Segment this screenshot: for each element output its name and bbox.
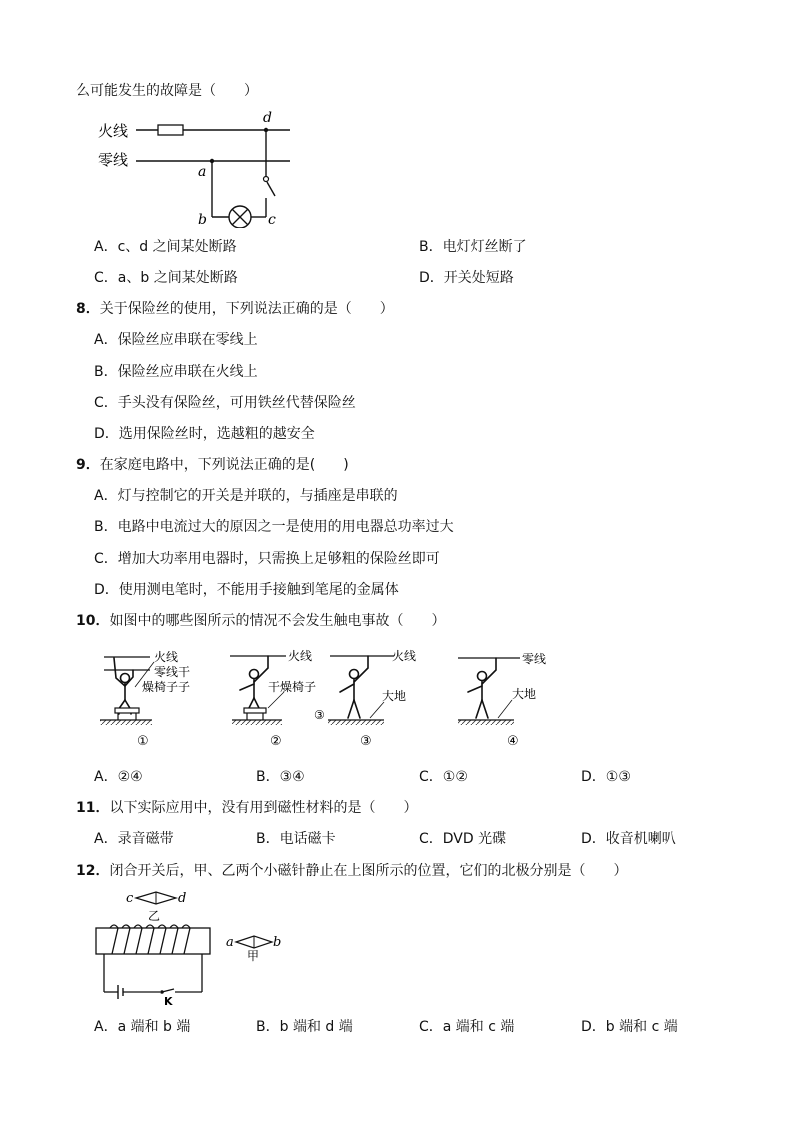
neutral-wire-label: 零线 [98,151,129,169]
fig2-person-icon [240,656,268,710]
fig4-ground [458,720,514,725]
fig3-label-live: 火线 [392,649,417,663]
q9-stem-row [76,456,349,474]
fig1-label-live: 火线 [154,650,179,664]
q10-number: 10． [76,613,110,629]
q10-option-b[interactable]: B．③④ [256,769,305,785]
q12-solenoid-diagram [90,888,290,1006]
fig1-ground [100,720,152,725]
q8-stem-row [76,300,394,318]
fig2-label-chair: 干燥椅子 [268,680,317,694]
fig4-label-ground: 大地 [512,687,537,701]
fuse [158,125,183,135]
fig4-person-icon [468,658,496,718]
q11-stem: 以下实际应用中，没有用到磁性材料的是（ ） [109,800,418,816]
fig3-ground [328,720,384,725]
q9-number: 9． [76,457,100,473]
q11-stem-row [76,799,417,817]
needle-jia-b-label: b [273,935,282,950]
fig2-caption: ② [270,734,282,749]
live-wire-label: 火线 [98,122,129,140]
point-b-label: b [198,212,207,228]
q8-option-b[interactable]: B．保险丝应串联在火线上 [94,364,258,380]
q11-option-c[interactable]: C．DVD 光碟 [419,831,507,847]
q7-option-c[interactable]: C．a、b 之间某处断路 [94,270,238,286]
q10-option-d[interactable]: D．①③ [581,769,631,785]
needle-yi-c-label: c [126,891,134,906]
q9-option-b[interactable]: B．电路中电流过大的原因之一是使用的用电器总功率过大 [94,519,454,535]
q10-stem-row [76,612,445,630]
q12-stem-row [76,862,627,880]
q10-option-c[interactable]: C．①② [419,769,468,785]
needle-jia-a-label: a [226,935,234,950]
fig3-label-ground: 大地 [382,689,407,703]
switch-contact [264,177,269,182]
q10-figures [92,644,562,750]
switch-k-blade [162,989,174,992]
q7-circuit-diagram [92,106,302,228]
q7-option-d[interactable]: D．开关处短路 [419,270,514,286]
switch-blade [267,182,275,196]
fig3-side-label: ③ [314,708,325,722]
switch-k-label: K [164,995,173,1006]
figure-3 [314,648,416,749]
fig3-person-icon [340,656,368,718]
q7-option-b[interactable]: B．电灯灯丝断了 [419,239,527,255]
q12-option-a[interactable]: A．a 端和 b 端 [94,1019,191,1035]
q11-option-d[interactable]: D．收音机喇叭 [581,831,676,847]
needle-yi-d-label: d [178,891,187,906]
q8-option-a[interactable]: A．保险丝应串联在零线上 [94,332,258,348]
q11-option-b[interactable]: B．电话磁卡 [256,831,336,847]
q9-stem: 在家庭电路中，下列说法正确的是( ) [99,457,349,473]
q12-number: 12． [76,863,110,879]
fig4-caption: ④ [507,734,519,749]
q7-option-a[interactable]: A．c、d 之间某处断路 [94,239,237,255]
q7-stem: 么可能发生的故障是（ ） [76,83,258,99]
fig3-caption: ③ [360,734,372,749]
q10-option-a[interactable]: A．②④ [94,769,143,785]
point-c-label: c [268,212,276,228]
fig2-chair [244,708,266,713]
fig4-label-neutral: 零线 [522,652,547,666]
q9-option-a[interactable]: A．灯与控制它的开关是并联的，与插座是串联的 [94,488,398,504]
fig1-chair [115,708,139,713]
fig2-label-live: 火线 [288,649,313,663]
point-a-label: a [198,164,207,180]
needle-yi-name: 乙 [148,909,161,923]
figure-1 [100,649,190,749]
q10-stem: 如图中的哪些图所示的情况不会发生触电事故（ ） [109,613,446,629]
fig1-label-neutral: 零线干 [154,665,191,679]
point-d-label: d [263,110,272,126]
fig1-caption: ① [137,734,149,749]
fig1-label-chair: 燥椅子子 [142,680,191,694]
battery-icon [118,985,123,999]
needle-jia-name: 甲 [247,949,260,963]
q12-option-d[interactable]: D．b 端和 c 端 [581,1019,678,1035]
q12-stem: 闭合开关后，甲、乙两个小磁针静止在上图所示的位置，它们的北极分别是（ ） [109,863,628,879]
q9-option-c[interactable]: C．增加大功率用电器时，只需换上足够粗的保险丝即可 [94,551,440,567]
q9-option-d[interactable]: D．使用测电笔时，不能用手接触到笔尾的金属体 [94,582,399,598]
q11-option-a[interactable]: A．录音磁带 [94,831,174,847]
figure-4 [458,651,546,749]
q8-option-d[interactable]: D．选用保险丝时，选越粗的越安全 [94,426,315,442]
q12-option-c[interactable]: C．a 端和 c 端 [419,1019,515,1035]
q11-number: 11． [76,800,110,816]
q8-stem: 关于保险丝的使用，下列说法正确的是（ ） [99,301,394,317]
figure-2 [230,648,316,749]
lamp-icon [229,206,251,228]
q8-option-c[interactable]: C．手头没有保险丝，可用铁丝代替保险丝 [94,395,356,411]
q12-option-b[interactable]: B．b 端和 d 端 [256,1019,353,1035]
fig2-ground [232,720,282,725]
q8-number: 8． [76,301,100,317]
fig1-person-icon [114,658,133,714]
